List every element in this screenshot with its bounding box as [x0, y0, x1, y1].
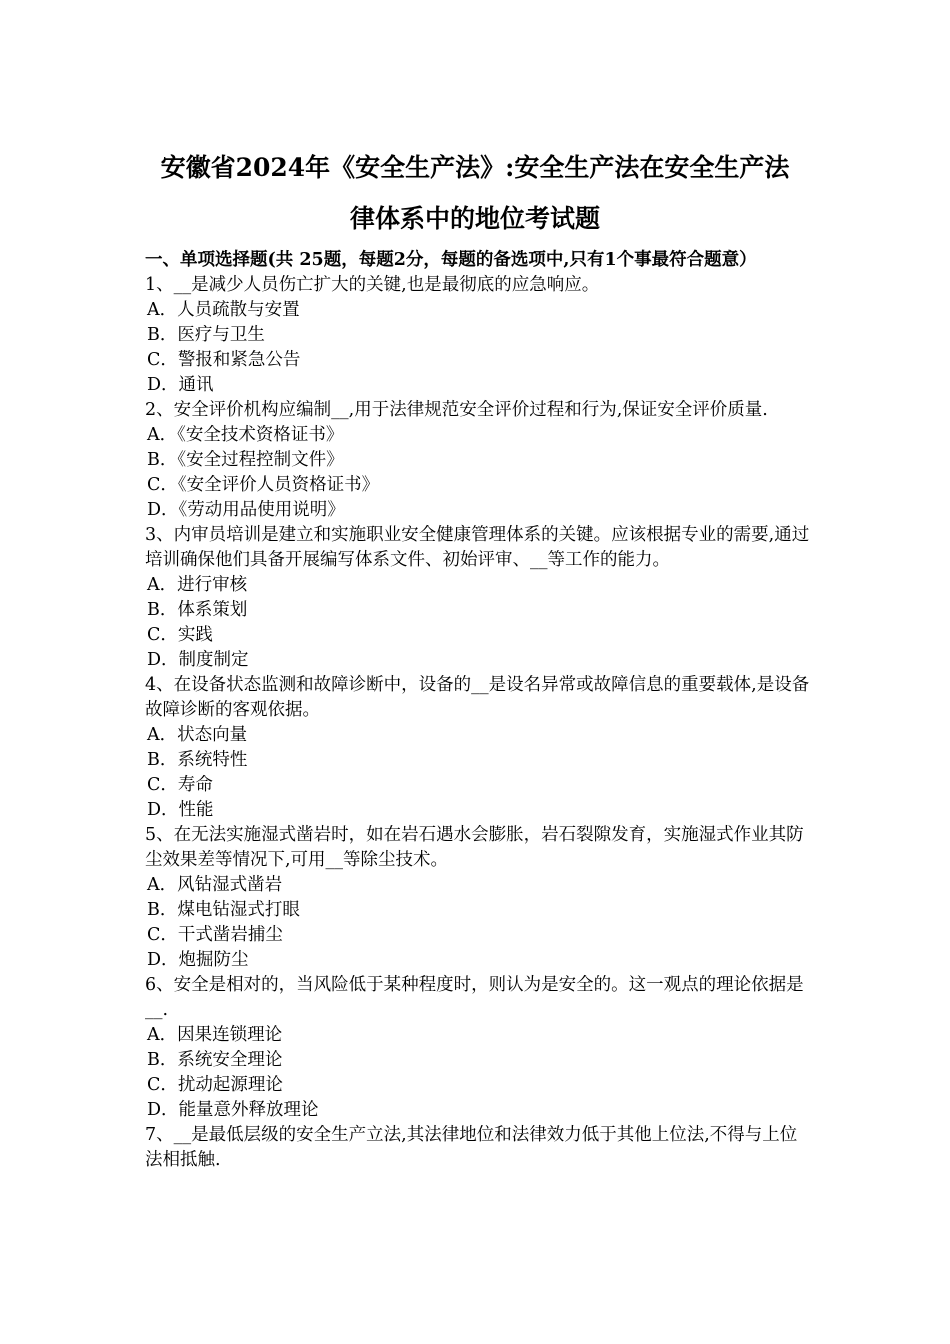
answer-option: A．风钻湿式凿岩: [147, 875, 283, 895]
question-item: [145, 273, 813, 398]
question-item: [145, 823, 813, 973]
question-item: [145, 1123, 813, 1173]
answer-option: C．《安全评价人员资格证书》: [147, 475, 380, 495]
answer-option: D．性能: [147, 800, 214, 820]
answer-option: A．因果连锁理论: [147, 1025, 283, 1045]
question-text: 4、在设备状态监测和故障诊断中，设备的__是设名异常或故障信息的重要载体,是设备故障诊断的客观依据。: [145, 675, 810, 720]
answer-option: D．制度制定: [147, 650, 249, 670]
answer-option: C．寿命: [147, 775, 213, 795]
answer-option: A．状态向量: [147, 725, 248, 745]
question-item: [145, 673, 813, 823]
document-title-line-1: 安徽省2024年《安全生产法》:安全生产法在安全生产法: [160, 153, 790, 182]
answer-option: C．警报和紧急公告: [147, 350, 301, 370]
answer-option: A．《安全技术资格证书》: [147, 425, 344, 445]
answer-option: B．体系策划: [147, 600, 248, 620]
question-list: [145, 273, 813, 1173]
answer-option: C．干式凿岩捕尘: [147, 925, 283, 945]
question-text: 1、__是减少人员伤亡扩大的关键,也是最彻底的应急响应。: [145, 275, 600, 295]
answer-option: B．《安全过程控制文件》: [147, 450, 344, 470]
answer-option: C．扰动起源理论: [147, 1075, 283, 1095]
answer-option: B．系统特性: [147, 750, 248, 770]
answer-option: C．实践: [147, 625, 213, 645]
answer-option: D．通讯: [147, 375, 214, 395]
question-item: [145, 523, 813, 673]
question-text: 7、__是最低层级的安全生产立法,其法律地位和法律效力低于其他上位法,不得与上位法相抵触.: [145, 1125, 798, 1170]
answer-option: D．炮掘防尘: [147, 950, 249, 970]
answer-option: A．人员疏散与安置: [147, 300, 300, 320]
question-text: 5、在无法实施湿式凿岩时，如在岩石遇水会膨胀，岩石裂隙发育，实施湿式作业其防尘效果差等情况下,可用__等除尘技术。: [145, 825, 804, 870]
answer-option: B．煤电钻湿式打眼: [147, 900, 300, 920]
answer-option: B．系统安全理论: [147, 1050, 283, 1070]
question-text: 2、安全评价机构应编制__,用于法律规范安全评价过程和行为,保证安全评价质量.: [145, 400, 768, 420]
question-text: 6、安全是相对的，当风险低于某种程度时，则认为是安全的。这一观点的理论依据是__.: [145, 975, 804, 1020]
section-heading: 一、单项选择题(共 25题，每题2分，每题的备选项中,只有1个事最符合题意）: [145, 250, 757, 270]
document-title-line-2: 律体系中的地位考试题: [349, 204, 600, 233]
document-body: [145, 248, 813, 1173]
answer-option: D．《劳动用品使用说明》: [147, 500, 345, 520]
question-item: [145, 973, 813, 1123]
answer-option: B．医疗与卫生: [147, 325, 265, 345]
answer-option: D．能量意外释放理论: [147, 1100, 319, 1120]
question-text: 3、内审员培训是建立和实施职业安全健康管理体系的关键。应该根据专业的需要,通过培训确保他们具备开展编写体系文件、初始评审、__等工作的能力。: [145, 525, 810, 570]
question-item: [145, 398, 813, 523]
answer-option: A．进行审核: [147, 575, 248, 595]
